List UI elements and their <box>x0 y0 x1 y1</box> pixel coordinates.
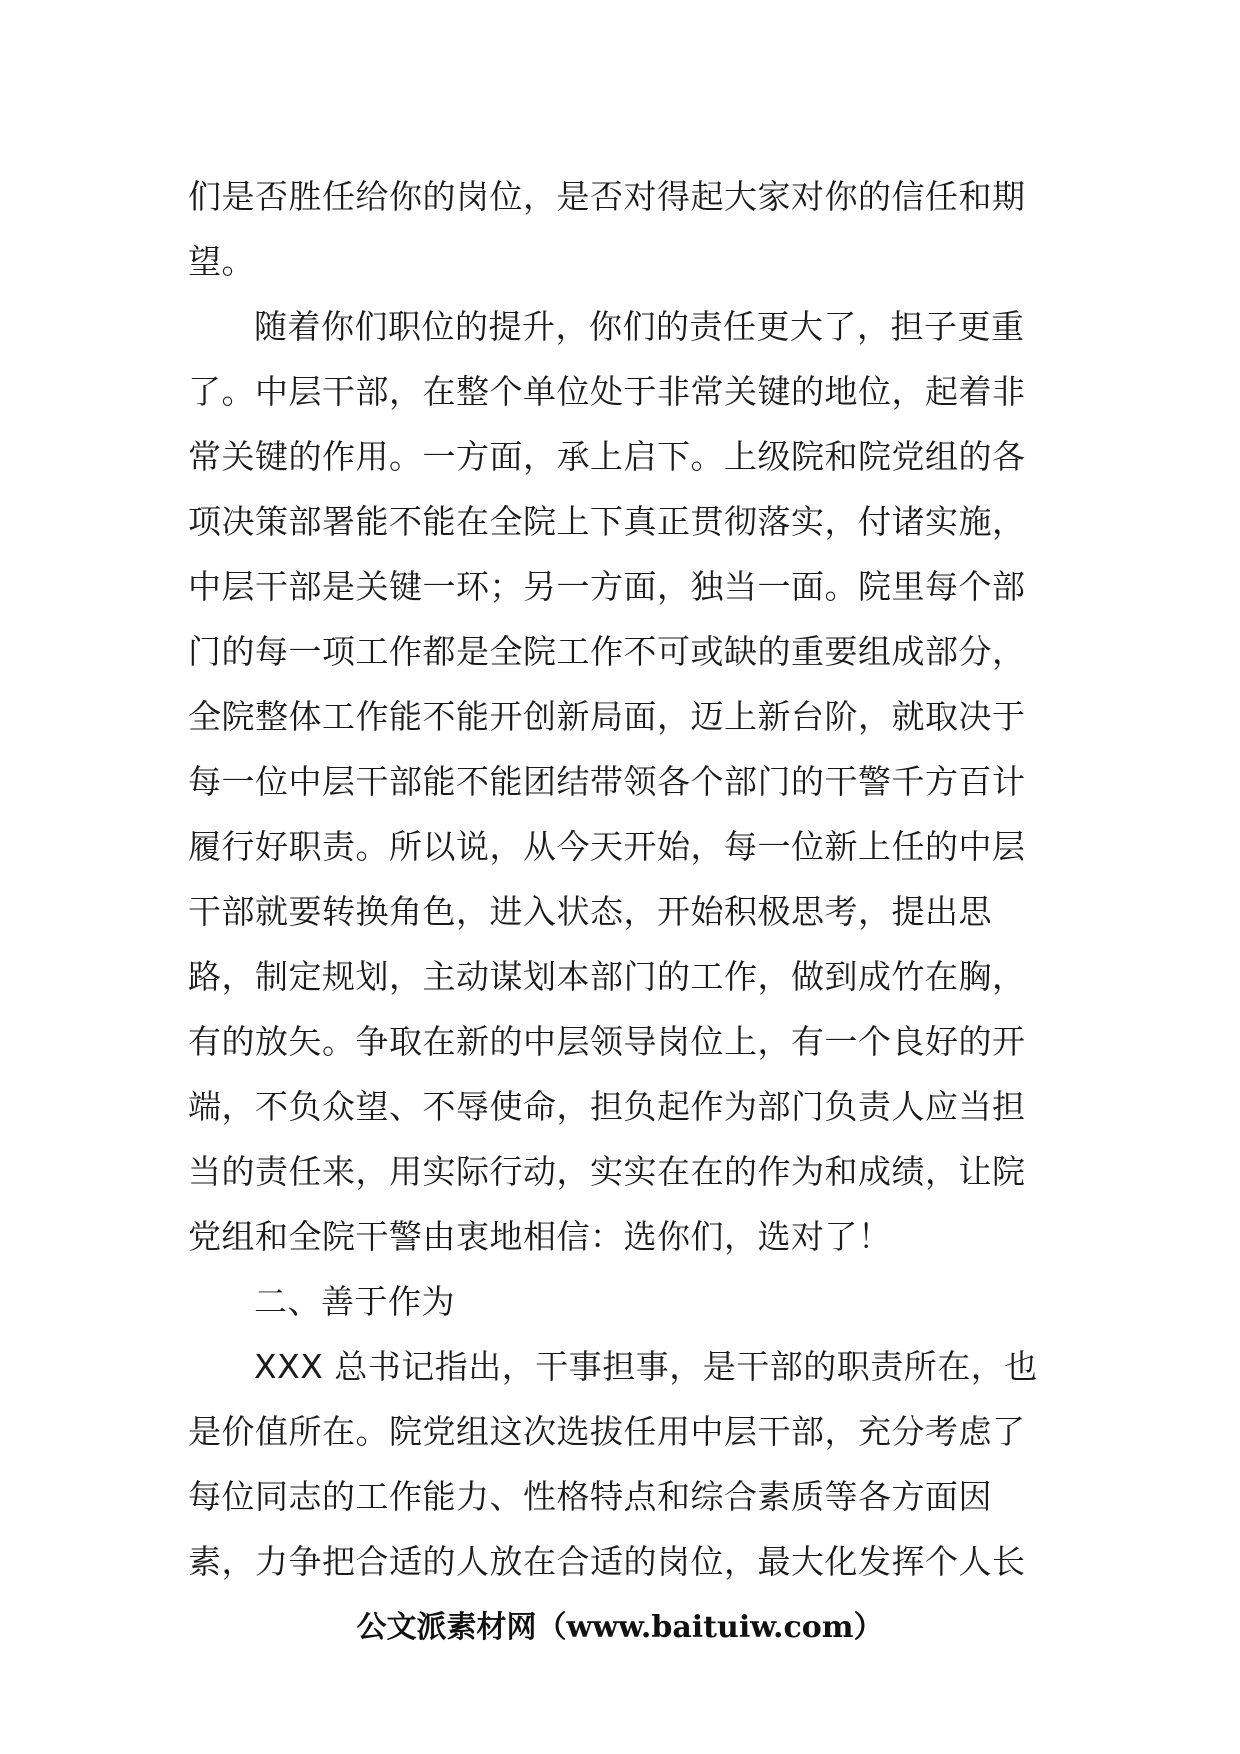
text-line: 端，不负众望、不辱使命，担负起作为部门负责人应当担 <box>188 1087 1026 1126</box>
text-line: 项决策部署能不能在全院上下真正贯彻落实，付诸实施， <box>188 502 1026 541</box>
text-line: 常关键的作用。一方面，承上启下。上级院和院党组的各 <box>188 437 1026 476</box>
document-body <box>188 164 1058 1594</box>
text-line: 有的放矢。争取在新的中层领导岗位上，有一个良好的开 <box>188 1022 1026 1061</box>
text-line: 了。中层干部，在整个单位处于非常关键的地位，起着非 <box>188 372 1026 411</box>
text-line: 当的责任来，用实际行动，实实在在的作为和成绩，让院 <box>188 1152 1026 1191</box>
footer-watermark: 公文派素材网（www.baituiw.com） <box>356 1610 884 1645</box>
section-heading: 二、善于作为 <box>254 1282 455 1321</box>
text-line: 望。 <box>188 242 255 281</box>
text-line: 每一位中层干部能不能团结带领各个部门的干警千方百计 <box>188 762 1026 801</box>
paragraph-start-line: 随着你们职位的提升，你们的责任更大了，担子更重 <box>254 307 1025 346</box>
text-line: 路，制定规划，主动谋划本部门的工作，做到成竹在胸， <box>188 957 1026 996</box>
text-line: 门的每一项工作都是全院工作不可或缺的重要组成部分， <box>188 632 1026 671</box>
text-line: 是价值所在。院党组这次选拔任用中层干部，充分考虑了 <box>188 1412 1026 1451</box>
paragraph-start-line: XXX 总书记指出，干事担事，是干部的职责所在，也 <box>254 1347 1038 1386</box>
text-line: 党组和全院干警由衷地相信：选你们，选对了！ <box>188 1217 892 1256</box>
text-line: 中层干部是关键一环；另一方面，独当一面。院里每个部 <box>188 567 1026 606</box>
text-line: 履行好职责。所以说，从今天开始，每一位新上任的中层 <box>188 827 1026 866</box>
text-line: 全院整体工作能不能开创新局面，迈上新台阶，就取决于 <box>188 697 1026 736</box>
text-line: 素，力争把合适的人放在合适的岗位，最大化发挥个人长 <box>188 1542 1026 1581</box>
text-line: 们是否胜任给你的岗位，是否对得起大家对你的信任和期 <box>188 177 1026 216</box>
text-line: 干部就要转换角色，进入状态，开始积极思考，提出思 <box>188 892 992 931</box>
text-line: 每位同志的工作能力、性格特点和综合素质等各方面因 <box>188 1477 992 1516</box>
